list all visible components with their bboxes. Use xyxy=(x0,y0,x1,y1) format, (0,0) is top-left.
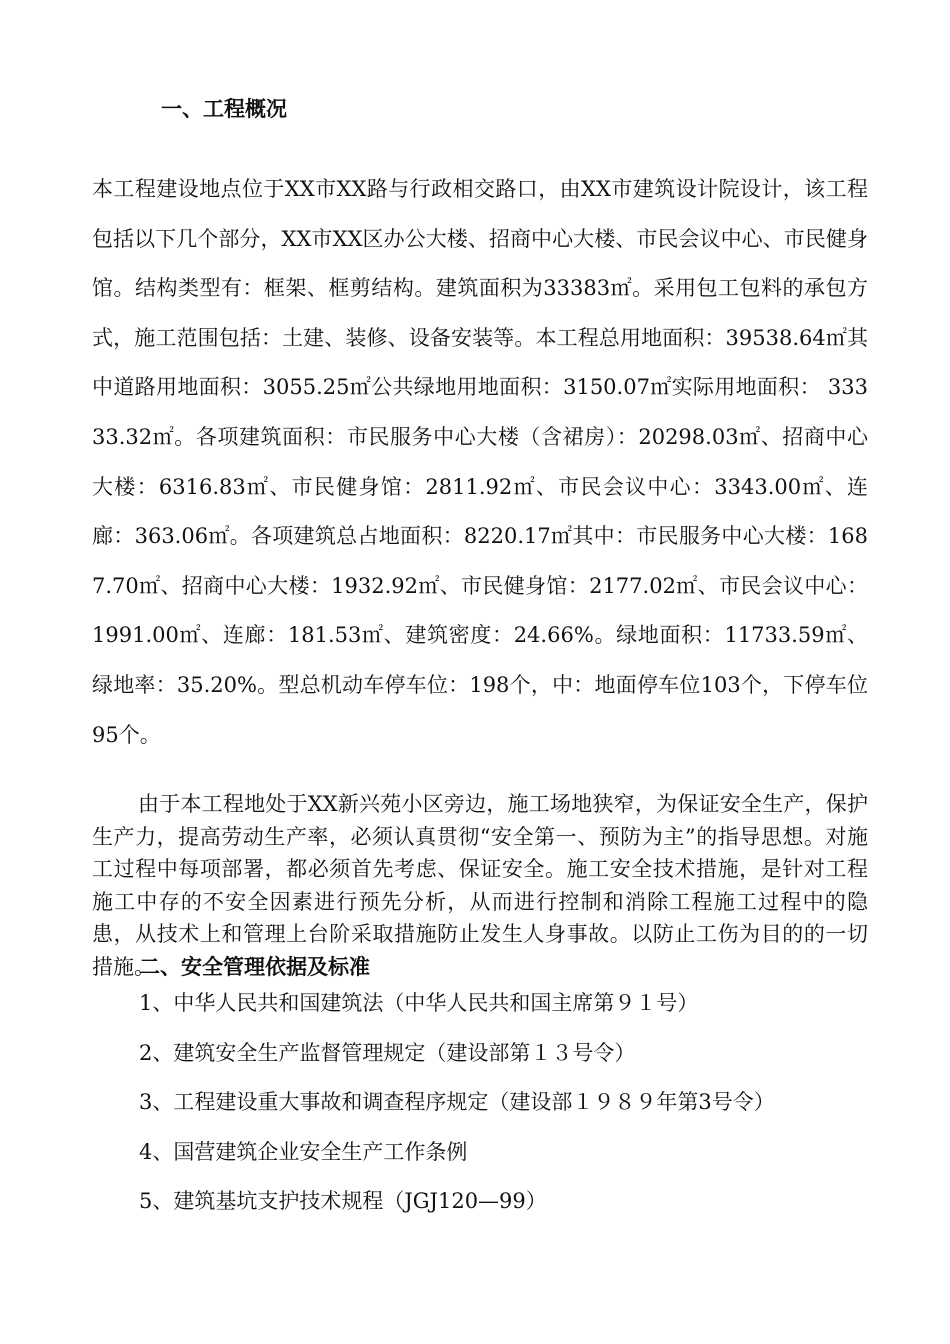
section-heading-project-overview: 一、工程概况 xyxy=(161,97,287,121)
standard-list-item: 4、国营建筑企业安全生产工作条例 xyxy=(139,1140,468,1164)
standard-list-item: 2、建筑安全生产监督管理规定（建设部第１３号令） xyxy=(139,1041,636,1065)
standard-list-item: 1、中华人民共和国建筑法（中华人民共和国主席第９１号） xyxy=(139,991,699,1015)
standard-list-item: 5、建筑基坑支护技术规程（JGJ120—99） xyxy=(139,1189,547,1213)
standard-list-item: 3、工程建设重大事故和调查程序规定（建设部１９８９年第3号令） xyxy=(139,1090,775,1114)
section-heading-safety-standards: 二、安全管理依据及标准 xyxy=(139,955,370,979)
safety-intro-paragraph: 由于本工程地处于XX新兴苑小区旁边，施工场地狭窄，为保证安全生产，保护生产力，提高劳动生产率，必须认真贯彻“安全第一、预防为主”的指导思想。对施工过程中每项部署，都必须首先考虑、保证安全。施工安全技术措施，是针对工程施工中存的不安全因素进行预先分析，从而进行控制和消除工程施工过程中的隐患，从技术上和管理上台阶采取措施防止发生人身事故。以防止工伤为目的的一切措施。 xyxy=(92,792,868,979)
project-overview-paragraph: 本工程建设地点位于XX市XX路与行政相交路口，由XX市建筑设计院设计，该工程包括以下几个部分，XX市XX区办公大楼、招商中心大楼、市民会议中心、市民健身馆。结构类型有：框架、框剪结构。建筑面积为33383㎡。采用包工包料的承包方式，施工范围包括：土建、装修、设备安装等。本工程总用地面积：39538.64㎡其中道路用地面积：3055.25㎡公共绿地用地面积：3150.07㎡实际用地面积： 33333.32㎡。各项建筑面积：市民服务中心大楼（含裙房）：20298.03㎡、招商中心大楼：6316.83㎡、市民健身馆：2811.92㎡、市民会议中心：3343.00㎡、连廊：363.06㎡。各项建筑总占地面积：8220.17㎡其中：市民服务中心大楼：1687.70㎡、招商中心大楼：1932.92㎡、市民健身馆：2177.02㎡、市民会议中心：1991.00㎡、连廊：181.53㎡、建筑密度：24.66%。绿地面积：11733.59㎡、绿地率：35.20%。型总机动车停车位：198个，中：地面停车位103个，下停车位95个。 xyxy=(92,177,868,747)
